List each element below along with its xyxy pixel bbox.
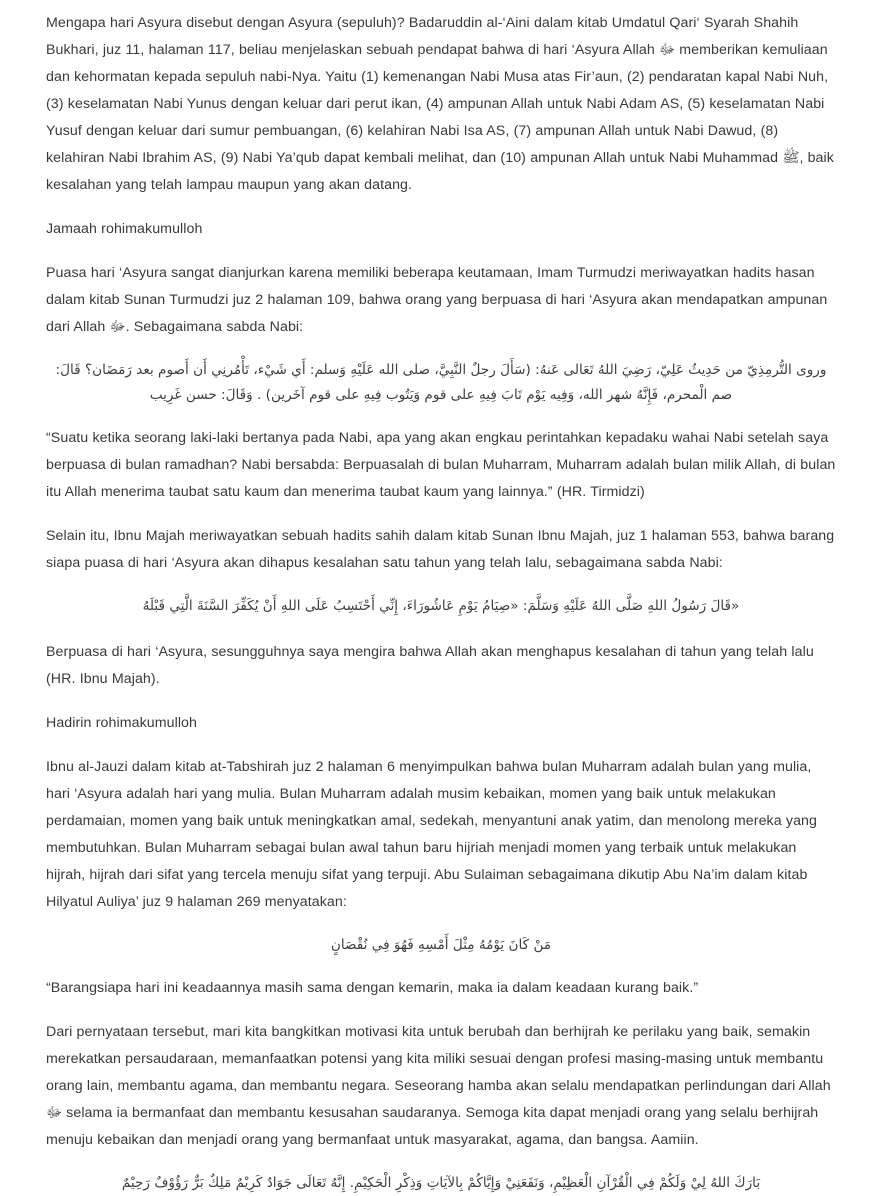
arabic-quote-abu-sulaiman: مَنْ كَانَ يَوْمُهُ مِثْلَ أَمْسِهِ فَهُوَ فِي نُقْصَانٍ xyxy=(330,937,552,953)
paragraph-ibnu-majah-intro: Selain itu, Ibnu Majah meriwayatkan sebuah hadits sahih dalam kitab Sunan Ibnu Majah, juz 1 halaman 553, bahwa barang siapa puasa di hari ‘Asyura akan dihapus kesalahan satu tahun yang telah lalu, sebagaimana sabda Nabi: xyxy=(46,528,835,571)
paragraph-translation-abu-sulaiman: “Barangsiapa hari ini keadaannya masih sama dengan kemarin, maka ia dalam keadaan kurang baik.” xyxy=(46,980,699,996)
paragraph-closing-motivation: Dari pernyataan tersebut, mari kita bangkitkan motivasi kita untuk berubah dan berhijrah ke perilaku yang baik, semakin merekatkan persaudaraan, memanfaatkan potensi yang kita miliki sesuai dengan profesi masing-masing untuk membantu orang lain, membantu agama, dan membantu negara. Seseorang hamba akan selalu mendapatkan perlindungan dari Allah ﷻ selama ia bermanfaat dan membantu kesusahan saudaranya. Semoga kita dapat menjadi orang yang selalu berhijrah menuju kebaikan dan menjadi orang yang bermanfaat untuk masyarakat, agama, dan bangsa. Aamiin. xyxy=(46,1024,831,1148)
arabic-quote-ibnu-majah: «قَالَ رَسُولُ اللهِ صَلَّى اللهُ عَلَيْهِ وَسَلَّمَ: «صِيَامُ يَوْمِ عَاشُورَاءَ، إِنِّي أَحْتَسِبُ عَلَى اللهِ أَنْ يُكَفِّرَ السَّنَةَ الَّتِي قَبْلَهُ xyxy=(142,598,740,614)
paragraph-ibnu-aljauzi-tabshirah: Ibnu al-Jauzi dalam kitab at-Tabshirah juz 2 halaman 6 menyimpulkan bahwa bulan Muharram adalah bulan yang mulia, hari ‘Asyura adalah hari yang mulia. Bulan Muharram adalah musim kebaikan, momen yang baik untuk melakukan perdamaian, momen yang baik untuk meningkatkan amal, sedekah, menyantuni anak yatim, dan menolong mereka yang membutuhkan. Bulan Muharram sebagai bulan awal tahun baru hijriah menjadi momen yang terbaik untuk melakukan hijrah, hijrah dari sifat yang tercela menuju sifat yang terpuji. Abu Sulaiman sebagaimana dikutip Abu Na’im dalam kitab Hilyatul Auliya’ juz 9 halaman 269 menyatakan: xyxy=(46,759,817,910)
paragraph-fasting-virtue-turmudzi: Puasa hari ‘Asyura sangat dianjurkan karena memiliki beberapa keutamaan, Imam Turmudzi meriwayatkan hadits hasan dalam kitab Sunan Turmudzi juz 2 halaman 109, bahwa orang yang berpuasa di hari ‘Asyura akan mendapatkan ampunan dari Allah ﷻ. Sebagaimana sabda Nabi: xyxy=(46,265,828,335)
heading-jamaah-rohimakumulloh: Jamaah rohimakumulloh xyxy=(46,221,203,237)
paragraph-asyura-ten-prophets: Mengapa hari Asyura disebut dengan Asyura (sepuluh)? Badaruddin al-‘Aini dalam kitab Umdatul Qari‘ Syarah Shahih Bukhari, juz 11, halaman 117, beliau menjelaskan sebuah pendapat bahwa di hari ‘Asyura Allah ﷻ memberikan kemuliaan dan kehormatan kepada sepuluh nabi-Nya. Yaitu (1) kemenangan Nabi Musa atas Fir’aun, (2) pendaratan kapal Nabi Nuh, (3) keselamatan Nabi Yunus dengan keluar dari perut ikan, (4) ampunan Allah untuk Nabi Adam AS, (5) keselamatan Nabi Yusuf dengan keluar dari sumur pembuangan, (6) kelahiran Nabi Isa AS, (7) ampunan Allah untuk Nabi Dawud, (8) kelahiran Nabi Ibrahim AS, (9) Nabi Ya’qub dapat kembali melihat, dan (10) ampunan Allah untuk Nabi Muhammad ﷺ, baik kesalahan yang telah lampau maupun yang akan datang. xyxy=(46,15,834,193)
heading-hadirin-rohimakumulloh: Hadirin rohimakumulloh xyxy=(46,715,197,731)
document-body xyxy=(46,10,836,1196)
paragraph-translation-tirmidzi: “Suatu ketika seorang laki-laki bertanya pada Nabi, apa yang akan engkau perintahkan kepadaku wahai Nabi setelah saya berpuasa di bulan ramadhan? Nabi bersabda: Berpuasalah di bulan Muharram, Muharram adalah bulan milik Allah, di bulan itu Allah menerima taubat satu kaum dan menerima taubat kaum yang lainnya.” (HR. Tirmidzi) xyxy=(46,430,836,500)
arabic-closing-dua: بَارَكَ اللهُ لِيْ وَلَكُمْ فِي الْقُرْآنِ الْعَظِيْمِ، وَنَفَعَنِيْ وَإِيَّاكُمْ بِالآيَاتِ وَذِكْرِ الْحَكِيْمِ. إِنَّهُ تَعَالَى جَوَادٌ كَرِيْمٌ مَلِكٌ بَرٌّ رَؤُوْفٌ رَحِيْمٌ xyxy=(121,1175,761,1191)
arabic-quote-tirmidzi: وروى التُّرمِذِيّ من حَدِيثُ عَلِيّ، رَضِيَ اللهُ تَعَالى عَنهُ: (سَأَلَ رجلٌ النَّبِيَّ، صلى الله عَلَيْهِ وَسلم: أَي شَيْء، تَأْمُرنِي أَن أَصوم بعد رَمَضَان؟ قَالَ: صم الْمحرم، فَإِنَّهُ شهر الله، وَفِيه يَوْم تَابَ فِيهِ على قوم وَيَتُوب فِيهِ على قوم آخَرين) . وَقَالَ: حسن غَرِيب xyxy=(55,362,827,403)
paragraph-translation-ibnu-majah: Berpuasa di hari ‘Asyura, sesungguhnya saya mengira bahwa Allah akan menghapus kesalahan di tahun yang telah lalu (HR. Ibnu Majah). xyxy=(46,644,814,687)
